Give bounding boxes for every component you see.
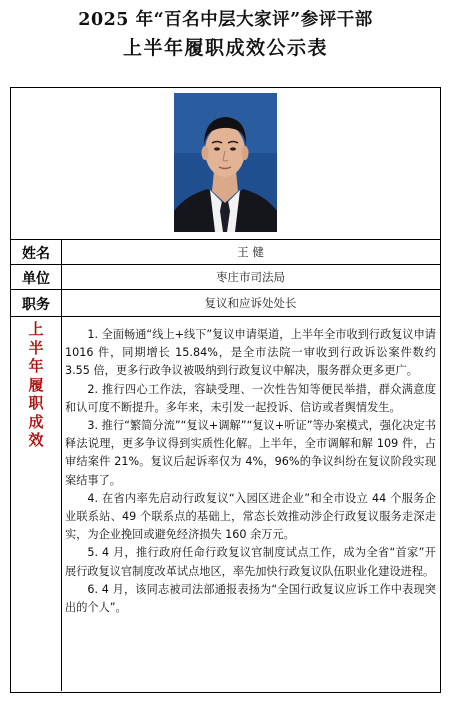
performance-label-char: 效	[28, 431, 44, 449]
title-line-2: 上半年履职成效公示表	[122, 37, 328, 59]
performance-paragraph: 6. 4 月，该同志被司法部通报表扬为“全国行政复议应诉工作中表现突出的个人”。	[65, 582, 436, 615]
performance-paragraph: 3. 推行“繁简分流”“复议+调解”“复议+听证”等办案模式，强化决定书释法说理，更多争议得到实质性化解。上半年，全市调解和解 109 件，占审结案件 21%。复议后起诉率仅为 4%，96%的争议纠纷在复议阶段实现案结事了。	[65, 419, 436, 487]
performance-content	[65, 326, 436, 617]
name-value: 王 健	[237, 245, 264, 259]
name-label: 姓名	[22, 246, 50, 262]
performance-label-char: 成	[28, 412, 44, 431]
portrait-photo	[174, 93, 277, 232]
performance-paragraph: 2. 推行四心工作法，容缺受理、一次性告知等便民举措，群众满意度和认可度不断提升。多年来，未引发一起投诉、信访或者舆情发生。	[65, 382, 436, 414]
position-value: 复议和应诉处处长	[204, 296, 297, 310]
performance-label-char: 职	[28, 394, 44, 412]
performance-label-char: 半	[28, 338, 44, 357]
performance-label-char: 年	[28, 357, 44, 375]
disclosure-table	[10, 87, 441, 693]
performance-paragraph: 4. 在省内率先启动行政复议“入园区进企业”和全市设立 44 个服务企业联系站、49 个联系点的基础上，常态长效推动涉企行政复议服务走深走实，为企业挽回或避免经济损失 160 余万元。	[65, 491, 436, 542]
photo-cell	[11, 88, 440, 239]
position-label: 职务	[22, 297, 50, 313]
performance-paragraph: 1. 全面畅通“线上+线下”复议申请渠道，上半年全市收到行政复议申请 1016 件，同期增长 15.84%，是全市法院一审收到行政诉讼案件数约 3.55 倍，更多行政争议被吸纳到行政复议中解决，服务群众更多更广。	[65, 328, 436, 378]
unit-value: 枣庄市司法局	[216, 270, 285, 284]
performance-paragraph: 5. 4 月，推行政府任命行政复议官制度试点工作，成为全省“首家”开展行政复议官制度改革试点地区，率先加快行政复议队伍职业化建设进程。	[65, 546, 436, 578]
performance-label	[11, 320, 61, 450]
unit-label: 单位	[22, 271, 50, 287]
title-line-1: 2025 年“百名中层大家评”参评干部	[78, 10, 373, 30]
portrait-icon	[174, 93, 277, 232]
performance-label-char: 上	[28, 320, 44, 338]
performance-label-char: 履	[28, 375, 44, 394]
